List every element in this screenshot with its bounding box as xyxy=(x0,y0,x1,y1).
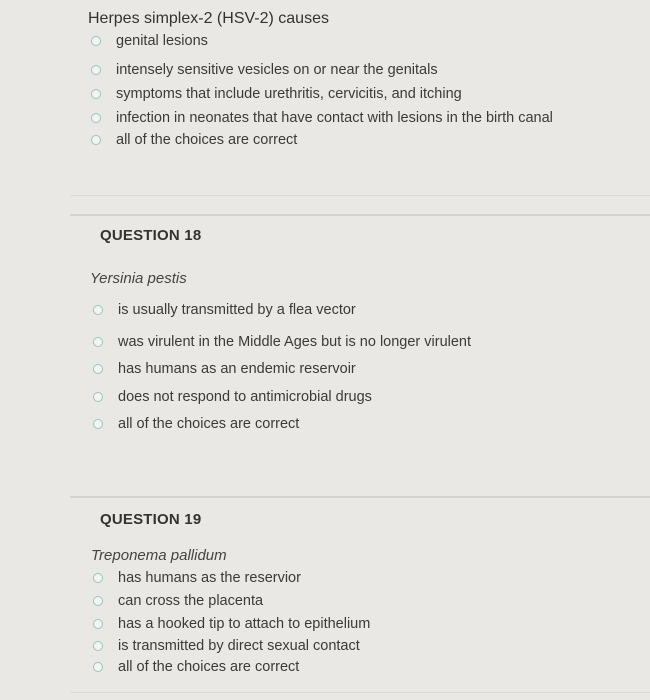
section-divider xyxy=(70,496,650,498)
q19-option-5[interactable] xyxy=(93,659,299,675)
radio-button[interactable] xyxy=(91,36,101,46)
option-label: genital lesions xyxy=(116,33,208,49)
option-label: has humans as the reservior xyxy=(118,570,301,586)
section-divider xyxy=(70,195,650,196)
q17-option-3[interactable] xyxy=(91,86,462,102)
option-label: symptoms that include urethritis, cervicitis, and itching xyxy=(116,86,462,102)
option-label: intensely sensitive vesicles on or near the genitals xyxy=(116,62,438,78)
q18-option-3[interactable] xyxy=(93,361,356,377)
q17-option-1[interactable] xyxy=(91,33,208,49)
radio-button[interactable] xyxy=(93,337,103,347)
option-label: has a hooked tip to attach to epithelium xyxy=(118,616,371,632)
option-label: is transmitted by direct sexual contact xyxy=(118,638,360,654)
section-divider xyxy=(70,214,650,216)
question-19-heading: QUESTION 19 xyxy=(100,511,202,528)
option-label: does not respond to antimicrobial drugs xyxy=(118,389,372,405)
option-label: all of the choices are correct xyxy=(116,132,298,148)
option-label: has humans as an endemic reservoir xyxy=(118,361,356,377)
question-18-heading: QUESTION 18 xyxy=(100,227,202,244)
q18-option-4[interactable] xyxy=(93,389,372,405)
option-label: all of the choices are correct xyxy=(118,416,300,432)
radio-button[interactable] xyxy=(93,619,103,629)
radio-button[interactable] xyxy=(91,135,101,145)
q19-option-3[interactable] xyxy=(93,616,370,632)
question-17-stem: Herpes simplex-2 (HSV-2) causes xyxy=(88,10,329,27)
question-18-stem: Yersinia pestis xyxy=(90,270,187,287)
radio-button[interactable] xyxy=(93,305,103,315)
radio-button[interactable] xyxy=(93,573,103,583)
option-label: can cross the placenta xyxy=(118,593,264,609)
q18-option-2[interactable] xyxy=(93,334,471,350)
option-label: all of the choices are correct xyxy=(118,659,300,675)
q18-option-1[interactable] xyxy=(93,302,356,318)
radio-button[interactable] xyxy=(91,113,101,123)
question-19-stem: Treponema pallidum xyxy=(91,547,227,564)
q17-option-4[interactable] xyxy=(91,110,553,126)
q17-option-2[interactable] xyxy=(91,62,438,78)
radio-button[interactable] xyxy=(93,392,103,402)
radio-button[interactable] xyxy=(93,419,103,429)
q19-option-2[interactable] xyxy=(93,593,263,609)
option-label: is usually transmitted by a flea vector xyxy=(118,302,356,318)
q19-option-1[interactable] xyxy=(93,570,301,586)
q18-option-5[interactable] xyxy=(93,416,299,432)
radio-button[interactable] xyxy=(93,641,103,651)
option-label: was virulent in the Middle Ages but is no longer virulent xyxy=(118,334,472,350)
q19-option-4[interactable] xyxy=(93,638,360,654)
radio-button[interactable] xyxy=(93,596,103,606)
section-divider xyxy=(70,692,650,693)
radio-button[interactable] xyxy=(93,662,103,672)
option-label: infection in neonates that have contact with lesions in the birth canal xyxy=(116,110,553,126)
radio-button[interactable] xyxy=(91,89,101,99)
radio-button[interactable] xyxy=(93,364,103,374)
radio-button[interactable] xyxy=(91,65,101,75)
q17-option-5[interactable] xyxy=(91,132,297,148)
